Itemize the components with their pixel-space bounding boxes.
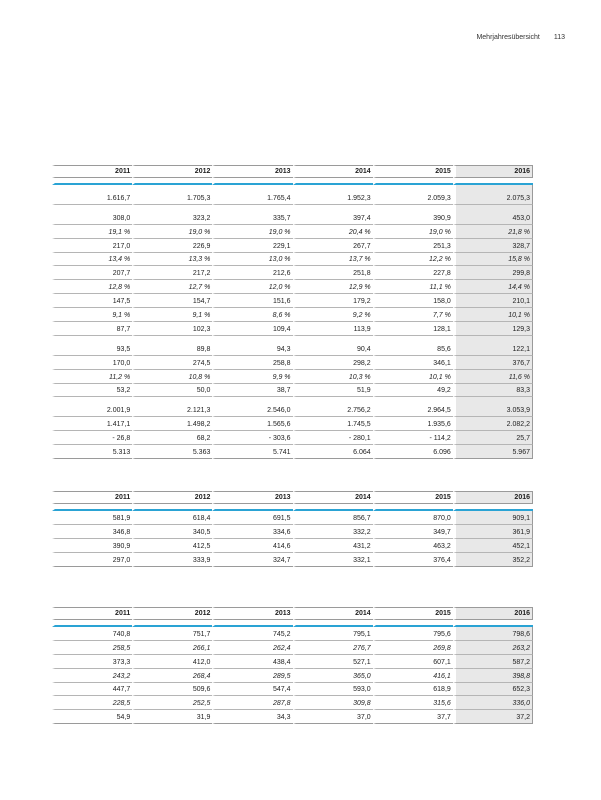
table-cell: 376,7	[453, 356, 533, 370]
table-cell: 509,6	[132, 683, 212, 697]
table-cell: 3.053,9	[453, 403, 533, 417]
table-cell: 2.121,3	[132, 403, 212, 417]
table-cell: 11,1 %	[373, 280, 453, 294]
table-cell: 412,0	[132, 655, 212, 669]
table-cell: 2.001,9	[52, 403, 132, 417]
table-cell: 9,1 %	[132, 308, 212, 322]
table-cell: 298,2	[293, 356, 373, 370]
table-cell: 373,3	[52, 655, 132, 669]
table-cell: 151,6	[212, 294, 292, 308]
table-cell: 31,9	[132, 710, 212, 724]
table-cell: 740,8	[52, 627, 132, 641]
year-header: 2013	[212, 165, 292, 178]
table-cell: 618,9	[373, 683, 453, 697]
table-cell: 2.059,3	[373, 191, 453, 205]
table-cell: 19,0 %	[373, 225, 453, 239]
table-row	[0, 342, 533, 356]
table-cell: 9,2 %	[293, 308, 373, 322]
table-cell: 21,8 %	[453, 225, 533, 239]
table-cell: 217,2	[132, 266, 212, 280]
table-cell: 397,4	[293, 211, 373, 225]
table-cell: 11,2 %	[52, 370, 132, 384]
table-row	[0, 322, 533, 336]
table-cell: 795,6	[373, 627, 453, 641]
table-cell: 122,1	[453, 342, 533, 356]
table-cell: 452,1	[453, 539, 533, 553]
table-cell: 228,5	[52, 696, 132, 710]
table-row	[0, 211, 533, 225]
table-cell: 2.075,3	[453, 191, 533, 205]
table-cell: 416,1	[373, 669, 453, 683]
table-cell: 10,8 %	[132, 370, 212, 384]
table-cell: 207,7	[52, 266, 132, 280]
table-cell: 856,7	[293, 511, 373, 525]
table-cell: 85,6	[373, 342, 453, 356]
table-row	[0, 445, 533, 459]
table-cell: 1.705,3	[132, 191, 212, 205]
table-cell: 263,2	[453, 641, 533, 655]
table-cell: 463,2	[373, 539, 453, 553]
table-cell: 83,3	[453, 384, 533, 398]
table-cell: 19,0 %	[132, 225, 212, 239]
table-cell: 315,6	[373, 696, 453, 710]
table-cell: 252,5	[132, 696, 212, 710]
table-cell: 179,2	[293, 294, 373, 308]
table-cell: 94,3	[212, 342, 292, 356]
table-cell: 332,2	[293, 525, 373, 539]
table-cell: 262,4	[212, 641, 292, 655]
table-cell: 798,6	[453, 627, 533, 641]
table-cell: 870,0	[373, 511, 453, 525]
table-cell: 547,4	[212, 683, 292, 697]
year-header: 2012	[132, 491, 212, 504]
table-cell: 20,4 %	[293, 225, 373, 239]
table-cell: 90,4	[293, 342, 373, 356]
table-key-figures	[0, 165, 533, 459]
table-cell: 13,3 %	[132, 253, 212, 267]
table-row	[0, 253, 533, 267]
year-header: 2016	[453, 607, 533, 620]
table-row	[0, 553, 533, 567]
page-number: 113	[553, 34, 565, 41]
table-cell: 438,4	[212, 655, 292, 669]
table-cell: 328,7	[453, 239, 533, 253]
table-cell: 217,0	[52, 239, 132, 253]
table-cell: 38,7	[212, 384, 292, 398]
table-cell: 309,8	[293, 696, 373, 710]
table-cell: 102,3	[132, 322, 212, 336]
table-cell: 274,5	[132, 356, 212, 370]
table-cell: 15,8 %	[453, 253, 533, 267]
table-cell: 13,4 %	[52, 253, 132, 267]
table-cell: 243,2	[52, 669, 132, 683]
table-cell: 6.064	[293, 445, 373, 459]
table-row	[0, 266, 533, 280]
table-cell: 447,7	[52, 683, 132, 697]
table-cell: 37,2	[453, 710, 533, 724]
table-cell: 333,9	[132, 553, 212, 567]
table-row	[0, 280, 533, 294]
table-cell: 361,9	[453, 525, 533, 539]
year-header: 2011	[52, 165, 132, 178]
table-cell: 266,1	[132, 641, 212, 655]
table-cell: 268,4	[132, 669, 212, 683]
table-cell: 346,8	[52, 525, 132, 539]
table-cell: 13,7 %	[293, 253, 373, 267]
year-header: 2011	[52, 607, 132, 620]
table-cell: 287,8	[212, 696, 292, 710]
table-cell: 12,9 %	[293, 280, 373, 294]
table-row	[0, 384, 533, 398]
table-cell: 352,2	[453, 553, 533, 567]
table-cell: 34,3	[212, 710, 292, 724]
table-cell: 170,0	[52, 356, 132, 370]
table-cell: 11,6 %	[453, 370, 533, 384]
table-row	[0, 356, 533, 370]
table-cell: 25,7	[453, 431, 533, 445]
table-cell: 251,8	[293, 266, 373, 280]
table-cell: 37,7	[373, 710, 453, 724]
table-cell: 19,1 %	[52, 225, 132, 239]
table-cell: 414,6	[212, 539, 292, 553]
table-cell: 109,4	[212, 322, 292, 336]
table-row	[0, 627, 533, 641]
table-cell: 210,1	[453, 294, 533, 308]
table-cell: 6.096	[373, 445, 453, 459]
table-cell: 276,7	[293, 641, 373, 655]
year-header: 2012	[132, 607, 212, 620]
table-cell: 335,7	[212, 211, 292, 225]
year-header: 2013	[212, 607, 292, 620]
year-header: 2014	[293, 491, 373, 504]
table-row	[0, 683, 533, 697]
year-header: 2015	[373, 607, 453, 620]
table-cell: - 303,6	[212, 431, 292, 445]
table-cell: 1.616,7	[52, 191, 132, 205]
table-cell: 9,9 %	[212, 370, 292, 384]
table-cell: 453,0	[453, 211, 533, 225]
table-cell: 227,8	[373, 266, 453, 280]
table-cell: 89,8	[132, 342, 212, 356]
table-cell: 12,0 %	[212, 280, 292, 294]
table-cell: 258,5	[52, 641, 132, 655]
table-cell: 51,9	[293, 384, 373, 398]
table-cell: 390,9	[373, 211, 453, 225]
table-row	[0, 191, 533, 205]
table-cell: 93,5	[52, 342, 132, 356]
table-cell: 14,4 %	[453, 280, 533, 294]
table-cell: 365,0	[293, 669, 373, 683]
table-cell: - 280,1	[293, 431, 373, 445]
table-row	[0, 431, 533, 445]
table-row	[0, 655, 533, 669]
table-cell: 618,4	[132, 511, 212, 525]
table-cell: 1.498,2	[132, 417, 212, 431]
table-cell: 129,3	[453, 322, 533, 336]
table-cell: 1.745,5	[293, 417, 373, 431]
table-cell: 226,9	[132, 239, 212, 253]
table-cell: 10,1 %	[373, 370, 453, 384]
table-cell: 795,1	[293, 627, 373, 641]
table-cell: 652,3	[453, 683, 533, 697]
table-row	[0, 696, 533, 710]
table-row	[0, 710, 533, 724]
table-cell: 267,7	[293, 239, 373, 253]
table-row	[0, 370, 533, 384]
table-row	[0, 417, 533, 431]
year-header: 2012	[132, 165, 212, 178]
table-cell: 323,2	[132, 211, 212, 225]
table-cell: 593,0	[293, 683, 373, 697]
table-cell: 349,7	[373, 525, 453, 539]
table-cell: 50,0	[132, 384, 212, 398]
table-cell: 229,1	[212, 239, 292, 253]
table-cell: 336,0	[453, 696, 533, 710]
table-cell: 113,9	[293, 322, 373, 336]
table-cell: 13,0 %	[212, 253, 292, 267]
table-segment-a	[0, 491, 533, 567]
table-cell: 5.741	[212, 445, 292, 459]
page-header	[476, 34, 565, 41]
table-cell: 2.082,2	[453, 417, 533, 431]
table-row	[0, 525, 533, 539]
year-header: 2014	[293, 607, 373, 620]
table-cell: 37,0	[293, 710, 373, 724]
table-cell: 212,6	[212, 266, 292, 280]
table-cell: 9,1 %	[52, 308, 132, 322]
table-cell: 49,2	[373, 384, 453, 398]
section-title: Mehrjahresübersicht	[476, 34, 540, 41]
table-cell: 154,7	[132, 294, 212, 308]
table-cell: 1.765,4	[212, 191, 292, 205]
table-row	[0, 225, 533, 239]
table-cell: 398,8	[453, 669, 533, 683]
table-cell: 2.756,2	[293, 403, 373, 417]
table-cell: 53,2	[52, 384, 132, 398]
table-cell: 324,7	[212, 553, 292, 567]
table-cell: 147,5	[52, 294, 132, 308]
table-cell: 412,5	[132, 539, 212, 553]
table-row	[0, 539, 533, 553]
table-cell: 1.417,1	[52, 417, 132, 431]
table-cell: 1.565,6	[212, 417, 292, 431]
table-row	[0, 511, 533, 525]
year-header: 2015	[373, 491, 453, 504]
table-cell: 258,8	[212, 356, 292, 370]
table-cell: 745,2	[212, 627, 292, 641]
table-row	[0, 294, 533, 308]
table-cell: 346,1	[373, 356, 453, 370]
table-cell: 691,5	[212, 511, 292, 525]
table-cell: 8,6 %	[212, 308, 292, 322]
table-cell: - 26,8	[52, 431, 132, 445]
table-row	[0, 308, 533, 322]
table-cell: 308,0	[52, 211, 132, 225]
table-cell: 390,9	[52, 539, 132, 553]
table-cell: 751,7	[132, 627, 212, 641]
table-row	[0, 669, 533, 683]
table-cell: 332,1	[293, 553, 373, 567]
table-cell: 527,1	[293, 655, 373, 669]
table-cell: 54,9	[52, 710, 132, 724]
table-cell: 158,0	[373, 294, 453, 308]
table-cell: 581,9	[52, 511, 132, 525]
table-cell: 297,0	[52, 553, 132, 567]
table-cell: 19,0 %	[212, 225, 292, 239]
year-header: 2014	[293, 165, 373, 178]
table-cell: - 114,2	[373, 431, 453, 445]
table-cell: 12,8 %	[52, 280, 132, 294]
table-row	[0, 403, 533, 417]
table-cell: 2.546,0	[212, 403, 292, 417]
table-cell: 587,2	[453, 655, 533, 669]
table-cell: 607,1	[373, 655, 453, 669]
table-cell: 340,5	[132, 525, 212, 539]
year-header: 2013	[212, 491, 292, 504]
table-cell: 87,7	[52, 322, 132, 336]
table-row	[0, 641, 533, 655]
table-cell: 12,7 %	[132, 280, 212, 294]
table-cell: 269,8	[373, 641, 453, 655]
year-header: 2015	[373, 165, 453, 178]
table-cell: 1.935,6	[373, 417, 453, 431]
year-header: 2016	[453, 165, 533, 178]
year-header: 2011	[52, 491, 132, 504]
table-cell: 5.967	[453, 445, 533, 459]
table-cell: 5.313	[52, 445, 132, 459]
table-cell: 334,6	[212, 525, 292, 539]
table-cell: 289,5	[212, 669, 292, 683]
table-cell: 68,2	[132, 431, 212, 445]
table-row	[0, 239, 533, 253]
table-segment-b	[0, 607, 533, 724]
table-cell: 12,2 %	[373, 253, 453, 267]
table-cell: 299,8	[453, 266, 533, 280]
table-cell: 7,7 %	[373, 308, 453, 322]
table-cell: 2.964,5	[373, 403, 453, 417]
table-cell: 431,2	[293, 539, 373, 553]
table-cell: 1.952,3	[293, 191, 373, 205]
table-cell: 10,3 %	[293, 370, 373, 384]
table-cell: 909,1	[453, 511, 533, 525]
table-cell: 5.363	[132, 445, 212, 459]
table-cell: 251,3	[373, 239, 453, 253]
table-cell: 376,4	[373, 553, 453, 567]
table-cell: 10,1 %	[453, 308, 533, 322]
table-cell: 128,1	[373, 322, 453, 336]
year-header: 2016	[453, 491, 533, 504]
